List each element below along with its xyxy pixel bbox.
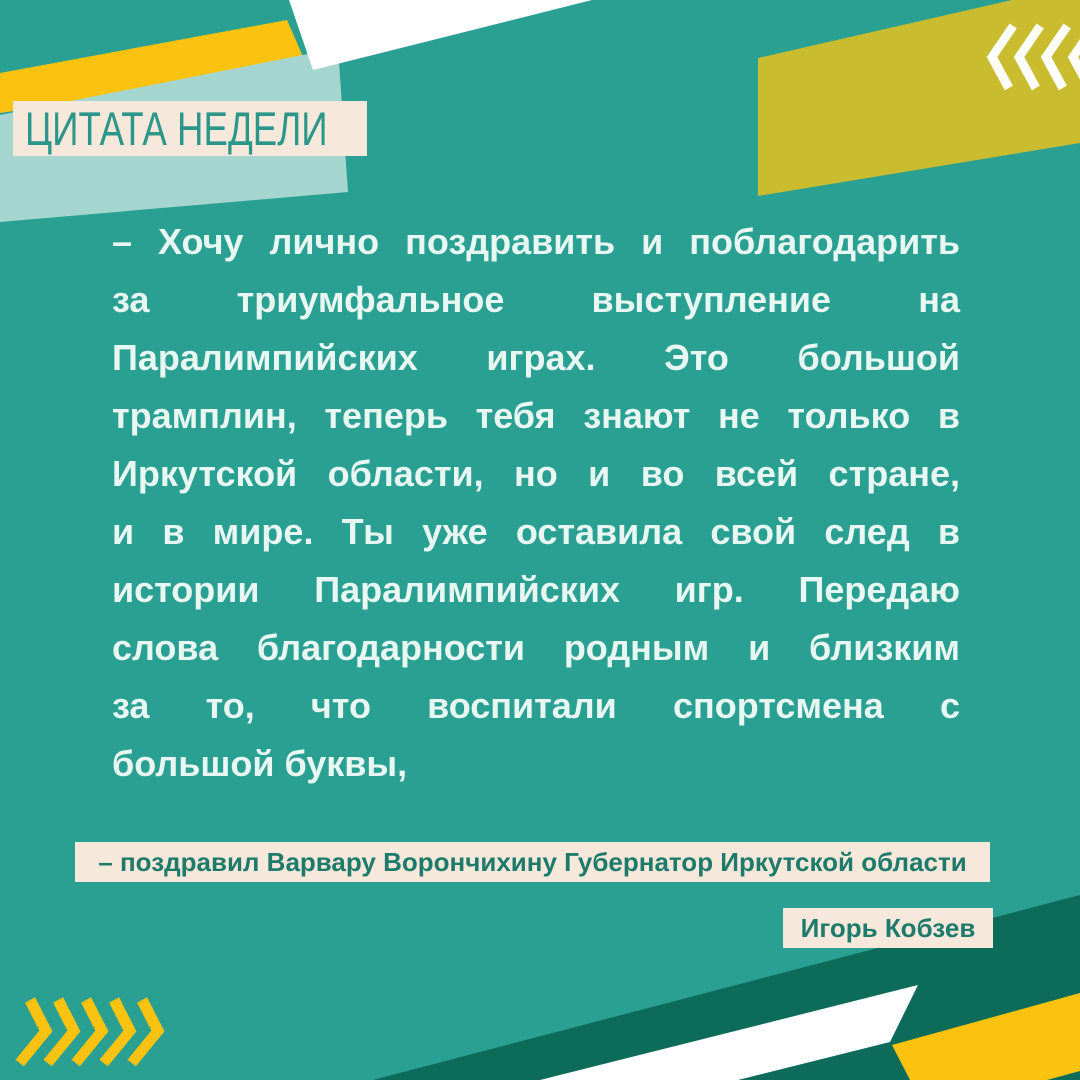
author-name: Игорь Кобзев: [800, 912, 976, 943]
title-box: [13, 101, 367, 156]
author-name-box: [783, 908, 993, 948]
quote-line: истории Паралимпийских игр. Передаю: [112, 569, 960, 610]
credit-box: [75, 842, 990, 882]
quote-line: трамплин, теперь тебя знают не только в: [112, 395, 960, 436]
quote-line: за триумфальное выступление на: [112, 279, 960, 320]
chevrons-right-icon: [20, 1000, 160, 1063]
quote-text: [112, 213, 960, 793]
quote-line: большой буквы,: [112, 743, 408, 784]
page-title: ЦИТАТА НЕДЕЛИ: [25, 102, 328, 155]
quote-line: за то, что воспитали спортсмена с: [112, 685, 960, 726]
quote-line: Паралимпийских играх. Это большой: [112, 337, 960, 378]
quote-line: – Хочу лично поздравить и поблагодарить: [112, 221, 960, 262]
quote-line: Иркутской области, но и во всей стране,: [112, 453, 960, 494]
mustard-shape-top-right: [758, 0, 1080, 196]
quote-line: и в мире. Ты уже оставила свой след в: [112, 511, 960, 552]
white-ribbon-top: [289, 0, 592, 70]
credit-text: – поздравил Варвару Ворончихину Губернатор Иркутской области: [98, 846, 967, 877]
quote-line: слова благодарности родным и близким: [112, 627, 960, 668]
